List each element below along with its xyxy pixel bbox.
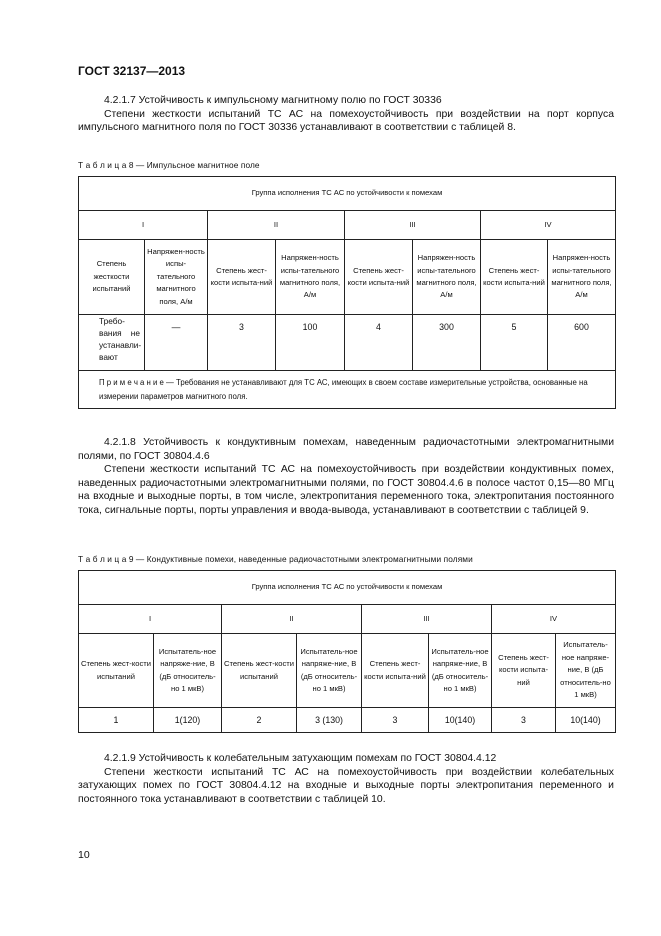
- section-title: 4.2.1.9 Устойчивость к колебательным затухающим помехам по ГОСТ 30804.4.12: [104, 753, 497, 764]
- table8-group-header: Группа исполнения ТС АС по устойчивости к помехам: [79, 177, 616, 211]
- table8-col-severity: Степень жест-кости испыта-ний: [481, 240, 548, 315]
- table9-col-severity: Степень жест-кости испыта-ний: [362, 634, 429, 708]
- table9-g3-severity: 3: [362, 708, 429, 733]
- table8-col-severity: Степень жест-кости испыта-ний: [208, 240, 276, 315]
- table8-g4-field: 600: [548, 315, 616, 371]
- section-title: 4.2.1.7 Устойчивость к импульсному магнитному полю по ГОСТ 30336: [104, 95, 442, 106]
- section-text: Степени жесткости испытаний ТС АС на помехоустойчивость при воздействии колебательных затухающих помех по ГОСТ 30804.4.12 на входные и выходные порты электропитания переменного и постоянного тока устанавливают в соответствии с таблицей 10.: [78, 766, 614, 805]
- table9-group-4: IV: [492, 605, 616, 634]
- table9-g2-severity: 2: [222, 708, 297, 733]
- table9-g4-severity: 3: [492, 708, 556, 733]
- table9-g3-voltage: 10(140): [429, 708, 492, 733]
- table9-g1-severity: 1: [79, 708, 154, 733]
- table8-caption: Т а б л и ц а 8 — Импульсное магнитное поле: [78, 160, 260, 170]
- table8-group-2: II: [208, 211, 345, 240]
- table8-g3-field: 300: [413, 315, 481, 371]
- table8-g2-field: 100: [276, 315, 345, 371]
- table8-col-field: Напряжен-ность испы-тательного магнитного поля, А/м: [548, 240, 616, 315]
- table8: [78, 176, 616, 409]
- table8-group-4: IV: [481, 211, 616, 240]
- section-text: Степени жесткости испытаний ТС АС на помехоустойчивость при воздействии кондуктивных помех, наведенных радиочастотными электромагнитными полями, по ГОСТ 30804.4.6 в полосе частот 0,15—80 МГц на входные и выходные порты, в том числе, электропитания переменного тока, электропитания постоянного тока, сигнальные порты, порты управления и ввода-вывода, устанавливают в соответствии с таблицей 9.: [78, 464, 614, 516]
- table9-col-voltage: Испытатель-ное напряже-ние, В (дБ относитель-но 1 мкВ): [429, 634, 492, 708]
- table8-g3-severity: 4: [345, 315, 413, 371]
- table8-g1-field: —: [145, 315, 208, 371]
- table9-caption: Т а б л и ц а 9 — Кондуктивные помехи, наведенные радиочастотными электромагнитными полями: [78, 554, 473, 564]
- table8-col-field: Напряжен-ность испы-тательного магнитного поля, А/м: [413, 240, 481, 315]
- table8-col-field: Напряжен-ность испы-тательного магнитного поля, А/м: [145, 240, 208, 315]
- table9-group-2: II: [222, 605, 362, 634]
- section-text: Степени жесткости испытаний ТС АС на помехоустойчивость при воздействии на порт корпуса импульсного магнитного поля по ГОСТ 30336 устанавливают в соответствии с таблицей 8.: [78, 108, 614, 134]
- table8-group-3: III: [345, 211, 481, 240]
- table9-g1-voltage: 1(120): [154, 708, 222, 733]
- table8-group-1: I: [79, 211, 208, 240]
- table9-g2-voltage: 3 (130): [297, 708, 362, 733]
- table8-note: П р и м е ч а н и е — Требования не устанавливают для ТС АС, имеющих в своем составе измерительные устройства, основанные на измерении параметров магнитного поля.: [79, 371, 616, 409]
- section-4-2-1-7: [78, 94, 614, 135]
- document-header: ГОСТ 32137—2013: [78, 64, 186, 78]
- table8-col-severity: Степень жест-кости испыта-ний: [345, 240, 413, 315]
- table8-col-field: Напряжен-ность испы-тательного магнитного поля, А/м: [276, 240, 345, 315]
- table8-g1-requirement: Требо-вания не устанавли-вают: [79, 315, 145, 371]
- table9-group-header: Группа исполнения ТС АС по устойчивости к помехам: [79, 571, 616, 605]
- table9-group-1: I: [79, 605, 222, 634]
- table8-g4-severity: 5: [481, 315, 548, 371]
- section-title: 4.2.1.8 Устойчивость к кондуктивным помехам, наведенным радиочастотными электромагнитными полями, по ГОСТ 30804.4.6: [78, 437, 614, 462]
- table9-g4-voltage: 10(140): [556, 708, 616, 733]
- table8-col-severity: Степень жесткости испытаний: [79, 240, 145, 315]
- section-4-2-1-9: [78, 752, 614, 806]
- table9-col-voltage: Испытатель-ное напряже-ние, В (дБ относитель-но 1 мкВ): [297, 634, 362, 708]
- table9-col-severity: Степень жест-кости испыта-ний: [492, 634, 556, 708]
- page-number: 10: [78, 849, 90, 861]
- table8-g2-severity: 3: [208, 315, 276, 371]
- table9-group-3: III: [362, 605, 492, 634]
- table9-col-severity: Степень жест-кости испытаний: [222, 634, 297, 708]
- table9-col-severity: Степень жест-кости испытаний: [79, 634, 154, 708]
- table9-col-voltage: Испытатель-ное напряже-ние, В (дБ относитель-но 1 мкВ): [154, 634, 222, 708]
- table9-col-voltage: Испытатель-ное напряже-ние, В (дБ относитель-но 1 мкВ): [556, 634, 616, 708]
- section-4-2-1-8: [78, 436, 614, 518]
- table9: [78, 570, 616, 733]
